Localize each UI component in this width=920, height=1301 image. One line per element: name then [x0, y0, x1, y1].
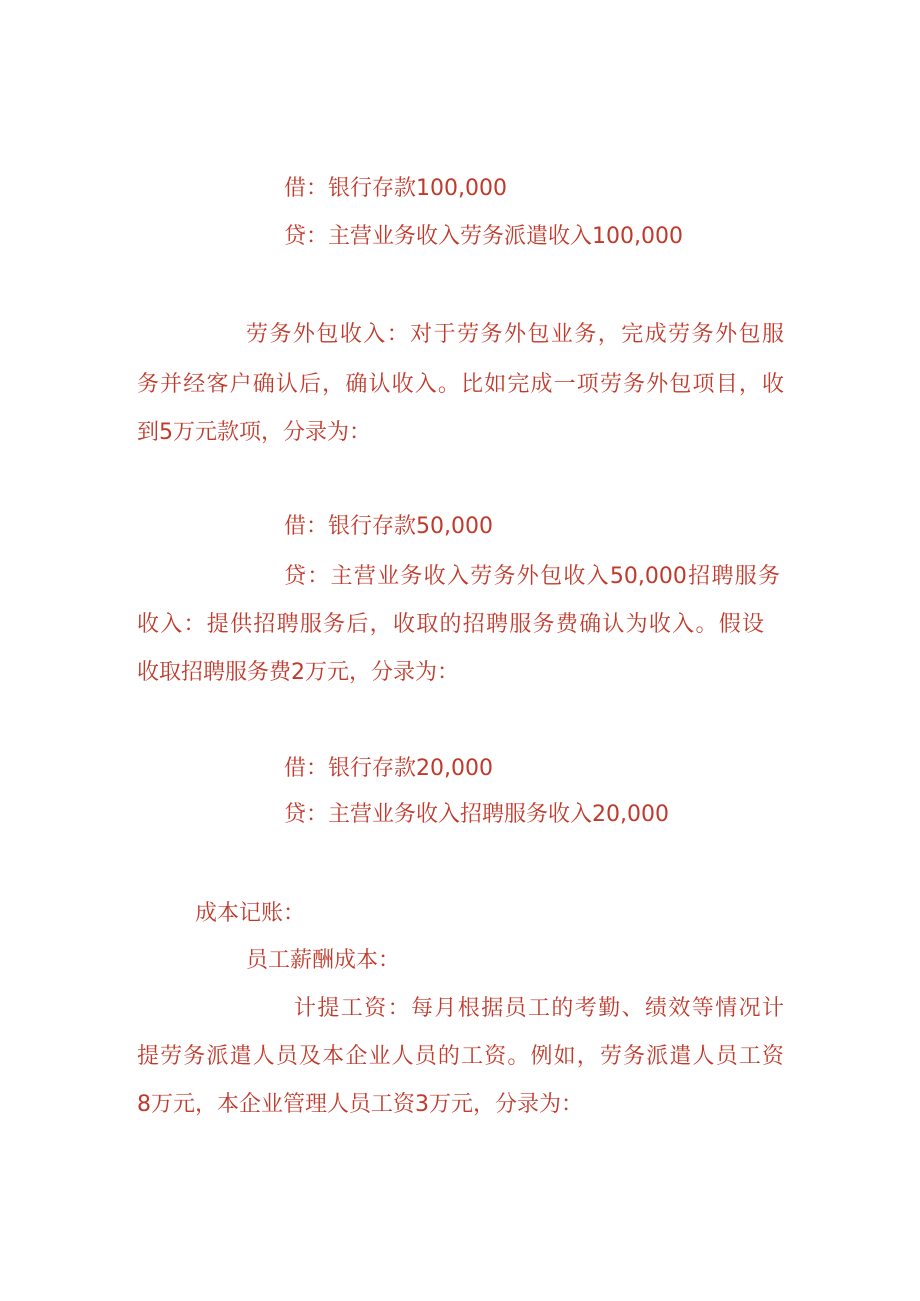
- journal-credit-recruitment-revenue: 贷：主营业务收入招聘服务收入20,000: [284, 802, 669, 827]
- paragraph-salary-accrual-line-1: 计提工资：每月根据员工的考勤、绩效等情况计: [294, 996, 784, 1021]
- paragraph-recruitment-revenue-line-1: 收入：提供招聘服务后，收取的招聘服务费确认为收入。假设: [137, 612, 764, 637]
- paragraph-outsourcing-revenue-line-2: 务并经客户确认后，确认收入。比如完成一项劳务外包项目，收: [137, 372, 784, 397]
- paragraph-salary-accrual-line-3: 8万元，本企业管理人员工资3万元，分录为：: [137, 1092, 583, 1117]
- journal-credit-outsourcing-revenue: 贷：主营业务收入劳务外包收入50,000招聘服务: [284, 564, 780, 589]
- heading-employee-salary-cost: 员工薪酬成本：: [246, 948, 401, 973]
- journal-debit-bank-20000: 借：银行存款20,000: [284, 756, 493, 781]
- heading-cost-accounting: 成本记账：: [195, 901, 306, 926]
- paragraph-recruitment-revenue-line-2: 收取招聘服务费2万元，分录为：: [137, 660, 459, 685]
- paragraph-outsourcing-revenue-line-3: 到5万元款项，分录为：: [137, 420, 371, 445]
- journal-debit-bank-50000: 借：银行存款50,000: [284, 514, 493, 539]
- paragraph-salary-accrual-line-2: 提劳务派遣人员及本企业人员的工资。例如，劳务派遣人员工资: [137, 1044, 784, 1069]
- journal-debit-bank-100000: 借：银行存款100,000: [284, 176, 507, 201]
- journal-credit-dispatch-revenue: 贷：主营业务收入劳务派遣收入100,000: [284, 224, 683, 249]
- paragraph-outsourcing-revenue-line-1: 劳务外包收入：对于劳务外包业务，完成劳务外包服: [246, 322, 784, 347]
